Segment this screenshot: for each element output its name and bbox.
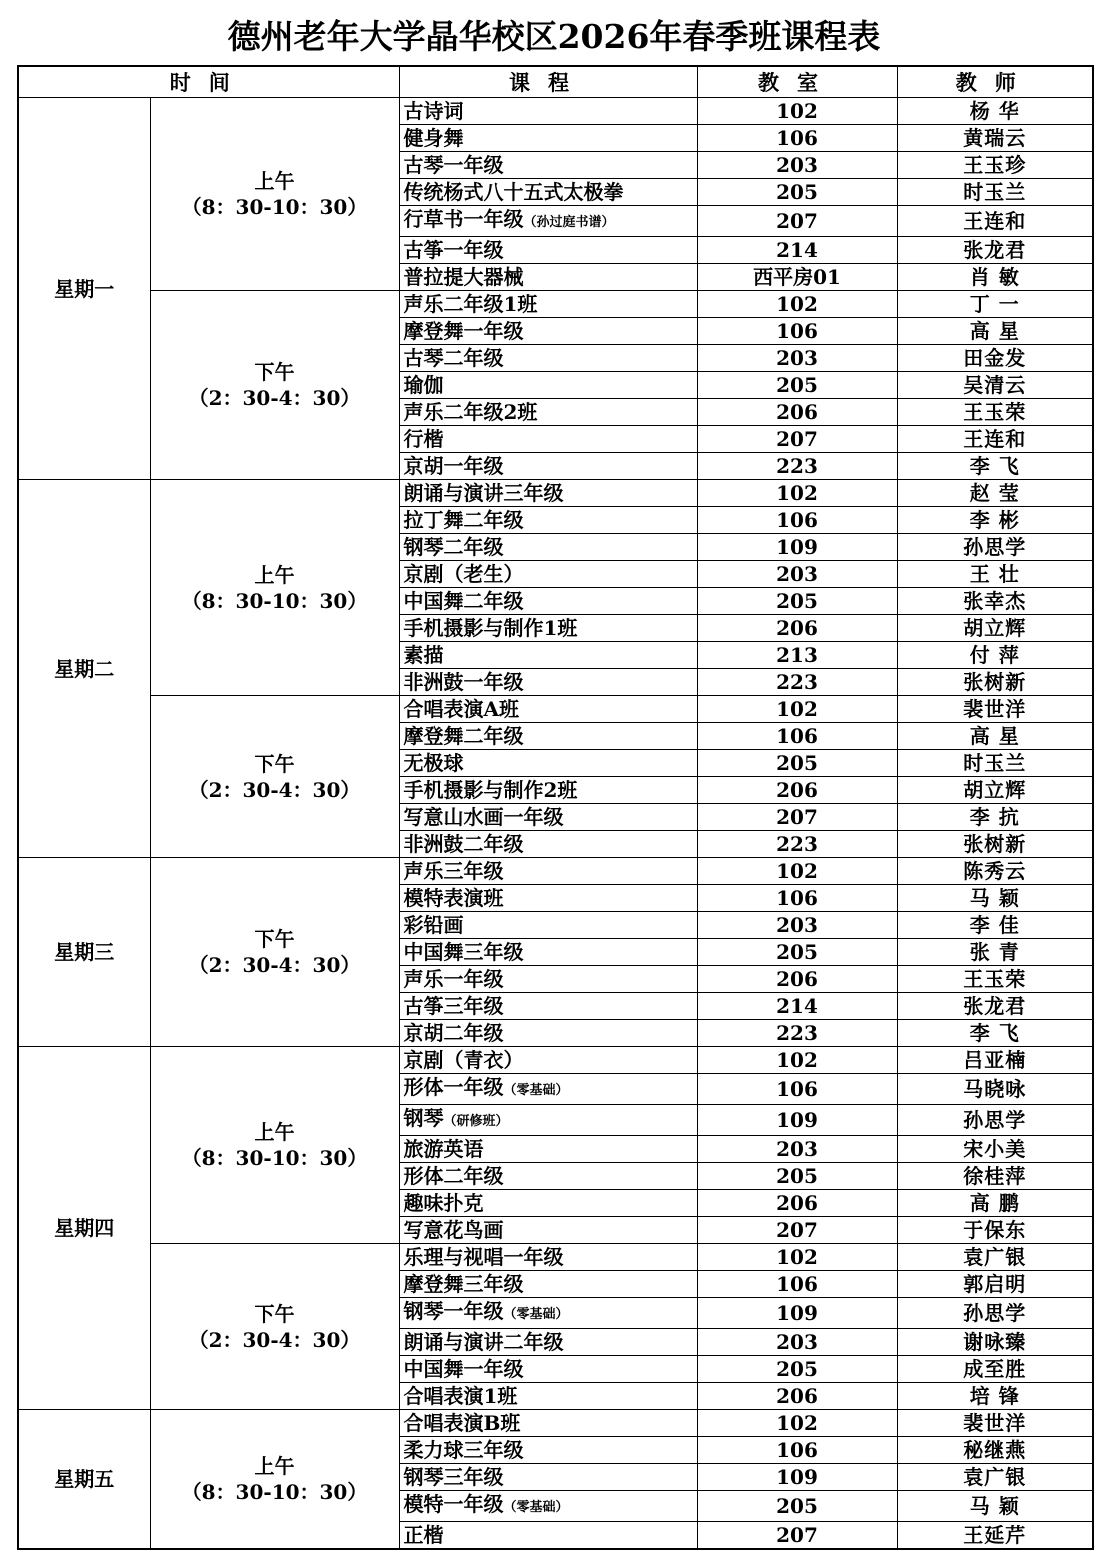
course-name: 模特一年级 (403, 1492, 504, 1516)
teacher-cell: 王玉荣 (897, 966, 1093, 993)
room-cell: 205 (697, 1491, 897, 1522)
teacher-cell: 孙思学 (897, 1298, 1093, 1329)
period-cell (150, 858, 399, 1047)
room-cell: 203 (697, 345, 897, 372)
teacher-cell: 王连和 (897, 426, 1093, 453)
teacher-cell: 孙思学 (897, 534, 1093, 561)
course-name: 非洲鼓二年级 (403, 832, 524, 856)
period-time: （8：30-10：30） (181, 195, 368, 219)
teacher-cell: 李 佳 (897, 912, 1093, 939)
teacher-cell: 高 星 (897, 318, 1093, 345)
room-cell: 205 (697, 588, 897, 615)
teacher-cell: 张幸杰 (897, 588, 1093, 615)
course-cell (399, 179, 697, 206)
period-time: （8：30-10：30） (181, 1146, 368, 1170)
teacher-cell: 裴世洋 (897, 696, 1093, 723)
course-cell (399, 453, 697, 480)
course-name: 古诗词 (403, 99, 464, 123)
course-name: 声乐一年级 (403, 967, 504, 991)
room-cell: 214 (697, 993, 897, 1020)
course-name: 形体一年级 (403, 1075, 504, 1099)
period-label: 下午 (254, 360, 295, 384)
course-cell (399, 1437, 697, 1464)
period-label: 上午 (254, 1120, 295, 1144)
teacher-cell: 赵 莹 (897, 480, 1093, 507)
course-cell (399, 345, 697, 372)
room-cell: 214 (697, 237, 897, 264)
teacher-cell: 王延芹 (897, 1522, 1093, 1550)
course-name: 旅游英语 (403, 1137, 484, 1161)
room-cell: 205 (697, 1163, 897, 1190)
room-cell: 206 (697, 1190, 897, 1217)
course-cell (399, 507, 697, 534)
room-cell: 206 (697, 1383, 897, 1410)
period-label: 上午 (254, 169, 295, 193)
course-name: 古筝一年级 (403, 238, 504, 262)
teacher-cell: 李 抗 (897, 804, 1093, 831)
room-cell: 223 (697, 1020, 897, 1047)
room-cell: 102 (697, 480, 897, 507)
teacher-cell: 谢咏臻 (897, 1329, 1093, 1356)
teacher-cell: 丁 一 (897, 291, 1093, 318)
course-cell (399, 1136, 697, 1163)
course-name: 钢琴二年级 (403, 535, 504, 559)
course-name: 模特表演班 (403, 886, 504, 910)
course-cell (399, 642, 697, 669)
course-cell (399, 1522, 697, 1550)
course-cell (399, 1244, 697, 1271)
room-cell: 106 (697, 1271, 897, 1298)
teacher-cell: 黄瑞云 (897, 125, 1093, 152)
course-name: 摩登舞二年级 (403, 724, 524, 748)
course-cell (399, 912, 697, 939)
room-cell: 206 (697, 777, 897, 804)
course-note: （零基础） (503, 1083, 569, 1098)
period-cell (150, 291, 399, 480)
course-cell (399, 561, 697, 588)
course-name: 拉丁舞二年级 (403, 508, 524, 532)
teacher-cell: 裴世洋 (897, 1410, 1093, 1437)
course-cell (399, 98, 697, 125)
course-cell (399, 966, 697, 993)
teacher-cell: 杨 华 (897, 98, 1093, 125)
course-cell (399, 939, 697, 966)
teacher-cell: 时玉兰 (897, 750, 1093, 777)
room-cell: 203 (697, 912, 897, 939)
course-cell (399, 750, 697, 777)
course-name: 合唱表演B班 (403, 1411, 521, 1435)
teacher-cell: 田金发 (897, 345, 1093, 372)
table-row (18, 696, 1093, 723)
course-cell (399, 588, 697, 615)
teacher-cell: 张 青 (897, 939, 1093, 966)
course-name: 写意山水画一年级 (403, 805, 564, 829)
period-cell (150, 1244, 399, 1410)
room-cell: 207 (697, 1522, 897, 1550)
room-cell: 106 (697, 507, 897, 534)
course-cell (399, 1217, 697, 1244)
teacher-cell: 张龙君 (897, 237, 1093, 264)
room-cell: 102 (697, 1047, 897, 1074)
course-cell (399, 534, 697, 561)
period-cell (150, 1410, 399, 1550)
teacher-cell: 李 彬 (897, 507, 1093, 534)
room-cell: 203 (697, 1329, 897, 1356)
room-cell: 102 (697, 1244, 897, 1271)
course-cell (399, 1329, 697, 1356)
room-cell: 206 (697, 399, 897, 426)
room-cell: 106 (697, 125, 897, 152)
teacher-cell: 胡立辉 (897, 615, 1093, 642)
teacher-cell: 李 飞 (897, 1020, 1093, 1047)
course-cell (399, 1020, 697, 1047)
course-name: 京胡一年级 (403, 454, 504, 478)
course-name: 写意花鸟画 (403, 1218, 504, 1242)
teacher-cell: 付 萍 (897, 642, 1093, 669)
course-name: 彩铅画 (403, 913, 464, 937)
course-cell (399, 372, 697, 399)
table-row (18, 291, 1093, 318)
room-cell: 203 (697, 561, 897, 588)
teacher-cell: 宋小美 (897, 1136, 1093, 1163)
course-name: 京胡二年级 (403, 1021, 504, 1045)
course-name: 合唱表演1班 (403, 1384, 518, 1408)
teacher-cell: 王玉荣 (897, 399, 1093, 426)
course-cell (399, 152, 697, 179)
table-row (18, 1410, 1093, 1437)
room-cell: 203 (697, 1136, 897, 1163)
teacher-cell: 马 颖 (897, 1491, 1093, 1522)
course-name: 合唱表演A班 (403, 697, 520, 721)
room-cell: 106 (697, 1437, 897, 1464)
room-cell: 106 (697, 723, 897, 750)
day-cell: 星期三 (18, 858, 150, 1047)
teacher-cell: 张树新 (897, 669, 1093, 696)
course-name: 中国舞一年级 (403, 1357, 524, 1381)
course-cell (399, 399, 697, 426)
teacher-cell: 王 壮 (897, 561, 1093, 588)
course-cell (399, 1105, 697, 1136)
course-cell (399, 1163, 697, 1190)
course-name: 健身舞 (403, 126, 464, 150)
teacher-cell: 徐桂萍 (897, 1163, 1093, 1190)
course-name: 钢琴三年级 (403, 1465, 504, 1489)
course-cell (399, 1491, 697, 1522)
course-cell (399, 291, 697, 318)
course-cell (399, 885, 697, 912)
room-cell: 205 (697, 179, 897, 206)
course-name: 正楷 (403, 1523, 444, 1547)
teacher-cell: 马晓咏 (897, 1074, 1093, 1105)
course-cell (399, 804, 697, 831)
course-name: 行草书一年级 (403, 207, 524, 231)
course-cell (399, 1464, 697, 1491)
room-cell: 109 (697, 1298, 897, 1329)
table-row (18, 1047, 1093, 1074)
course-cell (399, 723, 697, 750)
course-name: 钢琴一年级 (403, 1299, 504, 1323)
room-cell: 106 (697, 1074, 897, 1105)
period-time: （2：30-4：30） (188, 1327, 361, 1352)
course-name: 朗诵与演讲三年级 (403, 481, 564, 505)
course-cell (399, 696, 697, 723)
room-cell: 206 (697, 966, 897, 993)
course-name: 瑜伽 (403, 373, 444, 397)
course-cell (399, 480, 697, 507)
period-label: 下午 (254, 751, 295, 776)
course-cell (399, 615, 697, 642)
teacher-cell: 郭启明 (897, 1271, 1093, 1298)
period-time: （8：30-10：30） (181, 588, 368, 613)
course-name: 中国舞三年级 (403, 940, 524, 964)
room-cell: 203 (697, 152, 897, 179)
course-cell (399, 237, 697, 264)
table-row (18, 98, 1093, 125)
room-cell: 207 (697, 206, 897, 237)
teacher-cell: 王连和 (897, 206, 1093, 237)
course-name: 传统杨式八十五式太极拳 (403, 180, 624, 204)
room-cell: 205 (697, 372, 897, 399)
room-cell: 102 (697, 291, 897, 318)
course-name: 摩登舞三年级 (403, 1272, 524, 1296)
course-note: （孙过庭书谱） (523, 215, 615, 230)
period-cell (150, 98, 399, 291)
period-time: （2：30-4：30） (188, 777, 361, 802)
room-cell: 223 (697, 831, 897, 858)
day-cell: 星期四 (18, 1047, 150, 1410)
room-cell: 109 (697, 534, 897, 561)
course-name: 古琴二年级 (403, 346, 504, 370)
teacher-cell: 李 飞 (897, 453, 1093, 480)
room-cell: 205 (697, 1356, 897, 1383)
teacher-cell: 高 星 (897, 723, 1093, 750)
course-cell (399, 125, 697, 152)
course-cell (399, 1074, 697, 1105)
room-cell: 207 (697, 804, 897, 831)
course-note: （零基础） (503, 1307, 569, 1322)
course-cell (399, 831, 697, 858)
day-cell: 星期二 (18, 480, 150, 858)
teacher-cell: 孙思学 (897, 1105, 1093, 1136)
room-cell: 102 (697, 696, 897, 723)
teacher-cell: 袁广银 (897, 1244, 1093, 1271)
course-note: （零基础） (503, 1500, 569, 1515)
room-cell: 205 (697, 750, 897, 777)
teacher-cell: 于保东 (897, 1217, 1093, 1244)
period-label: 下午 (254, 927, 295, 951)
teacher-cell: 张树新 (897, 831, 1093, 858)
teacher-cell: 吴清云 (897, 372, 1093, 399)
course-name: 乐理与视唱一年级 (403, 1245, 564, 1269)
course-name: 京剧（老生） (403, 562, 524, 586)
teacher-cell: 时玉兰 (897, 179, 1093, 206)
course-cell (399, 993, 697, 1020)
page-title: 德州老年大学晶华校区2026年春季班课程表 (227, 17, 881, 56)
course-name: 趣味扑克 (403, 1191, 484, 1215)
teacher-cell: 高 鹏 (897, 1190, 1093, 1217)
course-name: 行楷 (403, 427, 444, 451)
course-name: 普拉提大器械 (403, 265, 524, 289)
course-name: 朗诵与演讲二年级 (403, 1330, 564, 1354)
header-time: 时间 (18, 66, 399, 98)
teacher-cell: 陈秀云 (897, 858, 1093, 885)
room-cell: 西平房01 (697, 264, 897, 291)
teacher-cell: 张龙君 (897, 993, 1093, 1020)
schedule-table (17, 65, 1094, 1550)
course-name: 摩登舞一年级 (403, 319, 524, 343)
course-name: 非洲鼓一年级 (403, 670, 524, 694)
course-cell (399, 1190, 697, 1217)
course-name: 中国舞二年级 (403, 589, 524, 613)
room-cell: 207 (697, 1217, 897, 1244)
room-cell: 102 (697, 858, 897, 885)
course-cell (399, 1356, 697, 1383)
course-name: 声乐二年级2班 (403, 400, 538, 424)
course-name: 无极球 (403, 751, 464, 775)
course-note: （研修班） (443, 1114, 509, 1129)
teacher-cell: 袁广银 (897, 1464, 1093, 1491)
table-row (18, 1244, 1093, 1271)
period-cell (150, 480, 399, 696)
teacher-cell: 成至胜 (897, 1356, 1093, 1383)
course-cell (399, 1410, 697, 1437)
course-name: 形体二年级 (403, 1164, 504, 1188)
table-row (18, 858, 1093, 885)
period-time: （8：30-10：30） (181, 1480, 368, 1504)
room-cell: 109 (697, 1464, 897, 1491)
room-cell: 223 (697, 453, 897, 480)
room-cell: 106 (697, 318, 897, 345)
room-cell: 223 (697, 669, 897, 696)
room-cell: 206 (697, 615, 897, 642)
course-name: 素描 (403, 643, 444, 667)
room-cell: 102 (697, 98, 897, 125)
course-name: 手机摄影与制作1班 (403, 616, 578, 640)
course-name: 声乐二年级1班 (403, 292, 538, 316)
course-cell (399, 1047, 697, 1074)
period-label: 上午 (254, 562, 295, 587)
course-name: 京剧（青衣） (403, 1048, 524, 1072)
teacher-cell: 马 颖 (897, 885, 1093, 912)
header-course: 课程 (399, 66, 697, 98)
room-cell: 106 (697, 885, 897, 912)
period-label: 上午 (254, 1454, 295, 1478)
course-name: 古筝三年级 (403, 994, 504, 1018)
course-name: 声乐三年级 (403, 859, 504, 883)
course-cell (399, 264, 697, 291)
course-cell (399, 669, 697, 696)
period-time: （2：30-4：30） (188, 953, 361, 977)
course-cell (399, 1383, 697, 1410)
course-cell (399, 1298, 697, 1329)
course-name: 古琴一年级 (403, 153, 504, 177)
course-cell (399, 1271, 697, 1298)
room-cell: 205 (697, 939, 897, 966)
teacher-cell: 培 锋 (897, 1383, 1093, 1410)
room-cell: 109 (697, 1105, 897, 1136)
course-cell (399, 858, 697, 885)
header-teacher: 教师 (897, 66, 1093, 98)
course-name: 柔力球三年级 (403, 1438, 524, 1462)
teacher-cell: 吕亚楠 (897, 1047, 1093, 1074)
course-cell (399, 777, 697, 804)
period-label: 下午 (254, 1301, 295, 1326)
header-room: 教室 (697, 66, 897, 98)
teacher-cell: 秘继燕 (897, 1437, 1093, 1464)
room-cell: 213 (697, 642, 897, 669)
period-time: （2：30-4：30） (188, 386, 361, 410)
course-name: 钢琴 (403, 1106, 444, 1130)
period-cell (150, 1047, 399, 1244)
course-cell (399, 206, 697, 237)
header-row (18, 66, 1093, 98)
room-cell: 207 (697, 426, 897, 453)
room-cell: 102 (697, 1410, 897, 1437)
course-name: 手机摄影与制作2班 (403, 778, 578, 802)
table-row (18, 480, 1093, 507)
teacher-cell: 肖 敏 (897, 264, 1093, 291)
course-cell (399, 426, 697, 453)
schedule-body (18, 98, 1093, 1550)
day-cell: 星期一 (18, 98, 150, 480)
day-cell: 星期五 (18, 1410, 150, 1550)
teacher-cell: 王玉珍 (897, 152, 1093, 179)
period-cell (150, 696, 399, 858)
course-cell (399, 318, 697, 345)
teacher-cell: 胡立辉 (897, 777, 1093, 804)
